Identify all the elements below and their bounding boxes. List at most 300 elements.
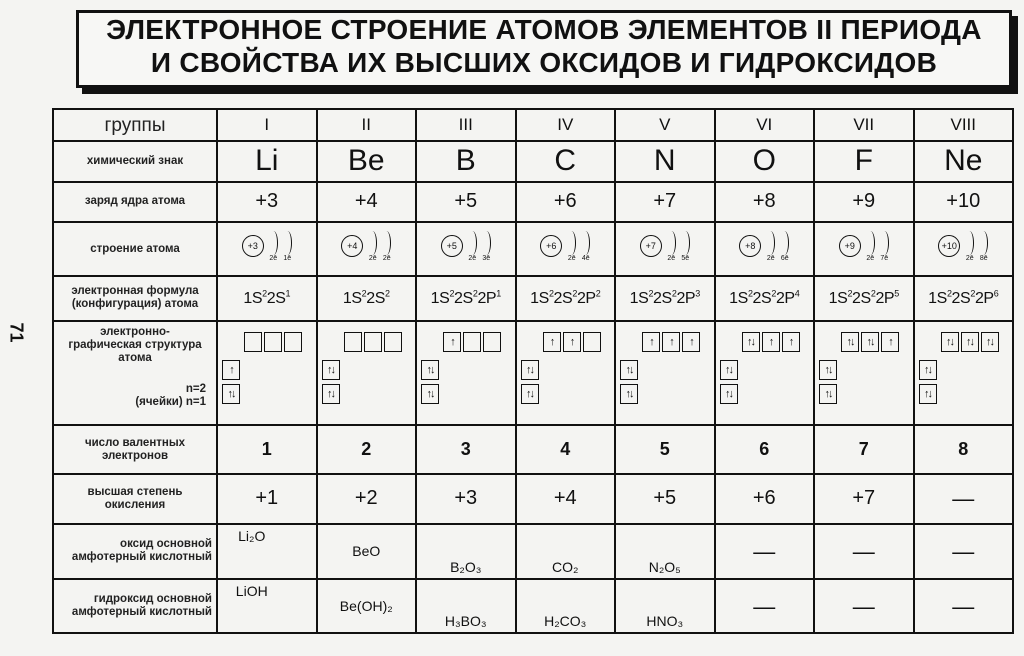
cell-oxide-be bbox=[317, 524, 417, 578]
cell-formula-ne bbox=[914, 276, 1014, 320]
electron-shell bbox=[681, 231, 690, 263]
orbital-box-2p bbox=[463, 332, 481, 352]
group-number: IV bbox=[557, 115, 574, 135]
orbital-box-2p: ↑ bbox=[642, 332, 660, 352]
nucleus-circle: +8 bbox=[739, 235, 761, 257]
nuclear-charge: +3 bbox=[255, 190, 279, 213]
cell-structure-o bbox=[715, 222, 815, 276]
cell-graphic-f bbox=[814, 321, 914, 426]
electron-shell bbox=[965, 231, 974, 263]
nucleus-circle: +10 bbox=[938, 235, 960, 257]
cell-graphic-n bbox=[615, 321, 715, 426]
config-orbital: 2S bbox=[752, 290, 772, 308]
max-oxidation-state: +2 bbox=[354, 487, 378, 510]
orbital-box-1s: ↑↓ bbox=[222, 384, 240, 404]
config-electron-count: 2 bbox=[648, 288, 654, 299]
nuclear-charge: +8 bbox=[752, 190, 776, 213]
cell-hydroxide-f bbox=[814, 579, 914, 634]
cell-charge-be bbox=[317, 182, 417, 222]
row-label-text: гидроксид основной амфотерный кислотный bbox=[71, 592, 212, 618]
electron-shell bbox=[283, 231, 292, 263]
cell-formula-n bbox=[615, 276, 715, 320]
cell-oxidation-be bbox=[317, 474, 417, 524]
cell-valence-li bbox=[217, 425, 317, 473]
cell-oxidation-b bbox=[416, 474, 516, 524]
cell-oxide-li bbox=[217, 524, 317, 578]
orbital-box-2s: ↑↓ bbox=[620, 360, 638, 380]
table-row bbox=[53, 579, 1013, 634]
cell-symbol-n bbox=[615, 141, 715, 181]
config-electron-count: 6 bbox=[993, 288, 999, 299]
shell-arc bbox=[866, 231, 875, 255]
shell-arc bbox=[283, 231, 292, 255]
row-label-hydroxide bbox=[53, 579, 217, 634]
cell-oxide-ne bbox=[914, 524, 1014, 578]
cell-graphic-c bbox=[516, 321, 616, 426]
cell-charge-ne bbox=[914, 182, 1014, 222]
nucleus-circle: +5 bbox=[441, 235, 463, 257]
orbital-box-2p: ↑ bbox=[881, 332, 899, 352]
cell-structure-b bbox=[416, 222, 516, 276]
cell-formula-o bbox=[715, 276, 815, 320]
electron-configuration bbox=[243, 290, 290, 307]
orbital-box-2s: ↑↓ bbox=[521, 360, 539, 380]
cell-hydroxide-ne bbox=[914, 579, 1014, 634]
orbital-box-2p bbox=[264, 332, 282, 352]
electron-shell bbox=[567, 231, 576, 263]
config-orbital: 1S bbox=[629, 290, 649, 308]
max-oxidation-state: +6 bbox=[752, 487, 776, 510]
orbital-box-2p: ↑↓ bbox=[861, 332, 879, 352]
shell-electron-count: 7ē bbox=[880, 255, 889, 263]
config-electron-count: 3 bbox=[695, 288, 700, 299]
config-electron-count: 1 bbox=[496, 288, 501, 299]
shell-electron-count: 1ē bbox=[283, 255, 292, 263]
config-orbital: 2S bbox=[454, 290, 473, 308]
shell-electron-count: 2ē bbox=[567, 255, 576, 263]
cell-charge-n bbox=[615, 182, 715, 222]
orbital-box-1s: ↑↓ bbox=[521, 384, 539, 404]
cell-hydroxide-li bbox=[217, 579, 317, 634]
valence-electrons: 6 bbox=[759, 439, 770, 460]
electron-configuration bbox=[729, 290, 799, 307]
nuclear-charge: +5 bbox=[454, 190, 478, 213]
config-orbital: 1S bbox=[243, 290, 263, 308]
oxide-formula: BeO bbox=[352, 543, 381, 560]
electron-configuration bbox=[530, 290, 600, 307]
atom-structure-icon bbox=[739, 231, 789, 267]
cell-oxidation-c bbox=[516, 474, 616, 524]
shell-electron-count: 4ē bbox=[581, 255, 590, 263]
cell-charge-c bbox=[516, 182, 616, 222]
orbital-diagram bbox=[521, 330, 613, 412]
cell-valence-n bbox=[615, 425, 715, 473]
electron-shell bbox=[780, 231, 789, 263]
cell-groups-li bbox=[217, 109, 317, 141]
oxide-formula: — bbox=[952, 539, 975, 565]
cell-groups-f bbox=[814, 109, 914, 141]
orbital-box-2s: ↑↓ bbox=[720, 360, 738, 380]
orbital-box-2p: ↑↓ bbox=[961, 332, 979, 352]
hydroxide-formula: HNO₃ bbox=[646, 613, 684, 629]
hydroxide-formula: — bbox=[753, 593, 776, 619]
electron-shell bbox=[979, 231, 988, 263]
config-electron-count: 2 bbox=[449, 288, 455, 299]
cell-oxide-b bbox=[416, 524, 516, 578]
element-symbol: F bbox=[854, 144, 873, 178]
config-electron-count: 5 bbox=[894, 288, 899, 299]
config-orbital: 2S bbox=[951, 290, 971, 308]
orbital-box-2s: ↑ bbox=[222, 360, 240, 380]
cell-symbol-c bbox=[516, 141, 616, 181]
cell-oxidation-li bbox=[217, 474, 317, 524]
group-number: VI bbox=[756, 115, 773, 135]
cell-groups-n bbox=[615, 109, 715, 141]
orbital-box-2p: ↑↓ bbox=[841, 332, 859, 352]
orbital-box-2p: ↑ bbox=[662, 332, 680, 352]
cell-graphic-b bbox=[416, 321, 516, 426]
config-electron-count: 2 bbox=[361, 288, 367, 299]
config-electron-count: 2 bbox=[595, 288, 601, 299]
orbital-box-2p: ↑↓ bbox=[941, 332, 959, 352]
config-electron-count: 2 bbox=[671, 288, 677, 299]
hydroxide-formula: — bbox=[852, 593, 875, 619]
group-number: VIII bbox=[950, 115, 976, 135]
shell-arc bbox=[368, 231, 377, 255]
nucleus-circle: +4 bbox=[341, 235, 363, 257]
orbital-box-2s: ↑↓ bbox=[919, 360, 937, 380]
cell-valence-be bbox=[317, 425, 417, 473]
row-label-n2: n=2 bbox=[185, 382, 206, 395]
valence-electrons: 3 bbox=[460, 439, 471, 460]
element-symbol: O bbox=[752, 144, 776, 178]
hydroxide-formula: LiOH bbox=[235, 582, 268, 599]
hydroxide-formula: H₃BO₃ bbox=[444, 613, 487, 629]
electron-shell bbox=[269, 231, 278, 263]
shell-electron-count: 2ē bbox=[667, 255, 676, 263]
orbital-box-2s: ↑↓ bbox=[421, 360, 439, 380]
row-label-valence: число валентных электронов bbox=[53, 425, 217, 473]
config-electron-count: 2 bbox=[385, 288, 390, 299]
row-label-formula: электронная формула (конфигурация) атома bbox=[53, 276, 217, 320]
shell-arc bbox=[965, 231, 974, 255]
shell-arc bbox=[269, 231, 278, 255]
group-number: II bbox=[361, 115, 371, 135]
orbital-diagram bbox=[421, 330, 513, 412]
row-label-oxidation: высшая степень окисления bbox=[53, 474, 217, 524]
cell-formula-b bbox=[416, 276, 516, 320]
nuclear-charge: +7 bbox=[653, 190, 677, 213]
cell-valence-b bbox=[416, 425, 516, 473]
table-row bbox=[53, 425, 1013, 473]
orbital-box-2p: ↑ bbox=[762, 332, 780, 352]
shell-arc bbox=[468, 231, 477, 255]
config-electron-count: 2 bbox=[262, 288, 267, 299]
cell-valence-o bbox=[715, 425, 815, 473]
cell-oxide-n bbox=[615, 524, 715, 578]
orbital-box-2p bbox=[284, 332, 302, 352]
atom-structure-icon bbox=[341, 231, 391, 267]
cell-groups-o bbox=[715, 109, 815, 141]
group-number: V bbox=[659, 115, 671, 135]
cell-oxidation-ne bbox=[914, 474, 1014, 524]
group-number: VII bbox=[853, 115, 875, 135]
cell-oxide-f bbox=[814, 524, 914, 578]
cell-oxidation-o bbox=[715, 474, 815, 524]
max-oxidation-state: — bbox=[952, 485, 975, 511]
orbital-box-2p bbox=[384, 332, 402, 352]
electron-shell bbox=[368, 231, 377, 263]
nucleus-circle: +7 bbox=[640, 235, 662, 257]
row-label-groups: группы bbox=[53, 109, 217, 141]
electron-configuration bbox=[630, 290, 700, 307]
cell-hydroxide-c bbox=[516, 579, 616, 634]
valence-electrons: 8 bbox=[958, 439, 969, 460]
cell-symbol-f bbox=[814, 141, 914, 181]
atom-structure-icon bbox=[242, 231, 292, 267]
config-orbital: 1S bbox=[430, 290, 450, 308]
orbital-box-2p: ↑ bbox=[682, 332, 700, 352]
shell-electron-count: 5ē bbox=[681, 255, 690, 263]
electron-shell bbox=[667, 231, 676, 263]
cell-structure-li bbox=[217, 222, 317, 276]
config-orbital: 2S bbox=[553, 290, 573, 308]
elements-table bbox=[52, 108, 1014, 634]
oxide-formula: CO₂ bbox=[552, 558, 579, 575]
orbital-diagram bbox=[720, 330, 812, 412]
shell-electron-count: 2ē bbox=[965, 255, 974, 263]
cell-structure-be bbox=[317, 222, 417, 276]
atom-structure-icon bbox=[441, 231, 491, 267]
valence-electrons: 2 bbox=[361, 439, 372, 460]
orbital-box-2p bbox=[583, 332, 601, 352]
nuclear-charge: +9 bbox=[852, 190, 876, 213]
shell-electron-count: 2ē bbox=[866, 255, 875, 263]
table-row bbox=[53, 474, 1013, 524]
cell-valence-c bbox=[516, 425, 616, 473]
group-number: I bbox=[264, 115, 270, 135]
shell-arc bbox=[681, 231, 690, 255]
config-electron-count: 2 bbox=[572, 288, 577, 299]
orbital-box-2s: ↑↓ bbox=[322, 360, 340, 380]
group-number: III bbox=[458, 115, 473, 135]
shell-arc bbox=[581, 231, 590, 255]
table-row bbox=[53, 222, 1013, 276]
page-title bbox=[76, 10, 1012, 88]
shell-electron-count: 2ē bbox=[269, 255, 278, 263]
config-orbital: 2P bbox=[775, 290, 795, 308]
orbital-diagram bbox=[919, 330, 1011, 412]
cell-graphic-ne bbox=[914, 321, 1014, 426]
row-label-graphic bbox=[53, 321, 217, 426]
atom-structure-icon bbox=[839, 231, 889, 267]
config-electron-count: 2 bbox=[946, 288, 952, 299]
orbital-box-2p: ↑ bbox=[443, 332, 461, 352]
orbital-diagram bbox=[322, 330, 414, 412]
element-symbol: C bbox=[554, 144, 577, 178]
electron-shell bbox=[866, 231, 875, 263]
row-label-text: электронно-графическая структура атома bbox=[68, 325, 202, 364]
shell-electron-count: 3ē bbox=[482, 255, 491, 263]
shell-arc bbox=[567, 231, 576, 255]
atom-structure-icon bbox=[938, 231, 988, 267]
cell-charge-o bbox=[715, 182, 815, 222]
cell-structure-f bbox=[814, 222, 914, 276]
oxide-formula: B₂O₃ bbox=[450, 558, 482, 575]
config-orbital: 2S bbox=[266, 290, 286, 308]
cell-formula-f bbox=[814, 276, 914, 320]
electron-configuration bbox=[431, 290, 501, 307]
orbital-diagram bbox=[222, 330, 314, 412]
nucleus-circle: +9 bbox=[839, 235, 861, 257]
orbital-box-2p: ↑ bbox=[543, 332, 561, 352]
config-electron-count: 2 bbox=[747, 288, 753, 299]
electron-shell bbox=[482, 231, 491, 263]
cell-groups-ne bbox=[914, 109, 1014, 141]
atom-structure-icon bbox=[540, 231, 590, 267]
shell-arc bbox=[979, 231, 988, 255]
cell-oxide-o bbox=[715, 524, 815, 578]
max-oxidation-state: +1 bbox=[255, 487, 279, 510]
cell-symbol-b bbox=[416, 141, 516, 181]
config-orbital: 1S bbox=[342, 290, 362, 308]
cell-hydroxide-n bbox=[615, 579, 715, 634]
cell-oxidation-f bbox=[814, 474, 914, 524]
orbital-box-2p bbox=[244, 332, 262, 352]
oxide-formula: N₂O₅ bbox=[648, 558, 681, 575]
shell-electron-count: 2ē bbox=[382, 255, 391, 263]
orbital-box-1s: ↑↓ bbox=[620, 384, 638, 404]
cell-hydroxide-be bbox=[317, 579, 417, 634]
shell-arc bbox=[482, 231, 491, 255]
orbital-box-2p bbox=[483, 332, 501, 352]
orbital-box-2p bbox=[344, 332, 362, 352]
oxide-formula: — bbox=[852, 539, 875, 565]
shell-electron-count: 2ē bbox=[766, 255, 775, 263]
table-row bbox=[53, 524, 1013, 578]
shell-electron-count: 8ē bbox=[979, 255, 988, 263]
config-orbital: 2P bbox=[576, 290, 596, 308]
orbital-box-1s: ↑↓ bbox=[720, 384, 738, 404]
cell-structure-n bbox=[615, 222, 715, 276]
cell-groups-b bbox=[416, 109, 516, 141]
config-electron-count: 2 bbox=[847, 288, 853, 299]
shell-arc bbox=[780, 231, 789, 255]
row-label-text: оксид основной амфотерный кислотный bbox=[71, 538, 212, 564]
config-orbital: 1S bbox=[928, 290, 947, 308]
nuclear-charge: +6 bbox=[553, 190, 577, 213]
cell-formula-c bbox=[516, 276, 616, 320]
cell-symbol-ne bbox=[914, 141, 1014, 181]
cell-formula-li bbox=[217, 276, 317, 320]
cell-symbol-li bbox=[217, 141, 317, 181]
cell-hydroxide-b bbox=[416, 579, 516, 634]
electron-configuration bbox=[928, 290, 998, 307]
cell-symbol-o bbox=[715, 141, 815, 181]
orbital-box-2s: ↑↓ bbox=[819, 360, 837, 380]
element-symbol: Be bbox=[347, 144, 385, 178]
config-electron-count: 4 bbox=[794, 288, 800, 299]
shell-arc bbox=[766, 231, 775, 255]
cell-structure-c bbox=[516, 222, 616, 276]
nuclear-charge: +10 bbox=[946, 190, 981, 213]
config-orbital: 2P bbox=[477, 290, 497, 308]
title-line-1: ЭЛЕКТРОННОЕ СТРОЕНИЕ АТОМОВ ЭЛЕМЕНТОВ II ПЕРИОДА bbox=[106, 14, 982, 45]
cell-charge-b bbox=[416, 182, 516, 222]
orbital-diagram bbox=[620, 330, 712, 412]
orbital-box-2p: ↑↓ bbox=[742, 332, 760, 352]
cell-graphic-be bbox=[317, 321, 417, 426]
shell-electron-count: 2ē bbox=[468, 255, 477, 263]
config-orbital: 1S bbox=[530, 290, 549, 308]
electron-shell bbox=[880, 231, 889, 263]
row-label-n1: (ячейки) n=1 bbox=[135, 395, 206, 408]
element-symbol: B bbox=[455, 144, 476, 178]
orbital-box-2p: ↑ bbox=[563, 332, 581, 352]
config-orbital: 1S bbox=[729, 290, 748, 308]
cell-formula-be bbox=[317, 276, 417, 320]
config-orbital: 2P bbox=[974, 290, 994, 308]
electron-shell bbox=[766, 231, 775, 263]
cell-groups-be bbox=[317, 109, 417, 141]
config-electron-count: 2 bbox=[970, 288, 975, 299]
table-row bbox=[53, 182, 1013, 222]
page-number: 71 bbox=[6, 322, 27, 343]
electron-configuration bbox=[829, 290, 899, 307]
orbital-box-1s: ↑↓ bbox=[421, 384, 439, 404]
table-row bbox=[53, 321, 1013, 426]
row-label-symbol: химический знак bbox=[53, 141, 217, 181]
row-label-charge: заряд ядра атома bbox=[53, 182, 217, 222]
config-orbital: 2P bbox=[875, 290, 895, 308]
orbital-box-2p bbox=[364, 332, 382, 352]
oxide-formula: Li₂O bbox=[238, 528, 266, 545]
config-orbital: 2S bbox=[366, 290, 386, 308]
orbital-box-1s: ↑↓ bbox=[322, 384, 340, 404]
config-orbital: 2S bbox=[852, 290, 871, 308]
electron-shell bbox=[581, 231, 590, 263]
electron-configuration bbox=[343, 290, 390, 307]
element-symbol: N bbox=[653, 144, 676, 178]
cell-charge-f bbox=[814, 182, 914, 222]
cell-valence-f bbox=[814, 425, 914, 473]
orbital-box-2p: ↑ bbox=[782, 332, 800, 352]
nucleus-circle: +3 bbox=[242, 235, 264, 257]
row-label-structure: строение атома bbox=[53, 222, 217, 276]
valence-electrons: 4 bbox=[560, 439, 571, 460]
cell-symbol-be bbox=[317, 141, 417, 181]
config-electron-count: 2 bbox=[472, 288, 478, 299]
row-label-oxide bbox=[53, 524, 217, 578]
nuclear-charge: +4 bbox=[354, 190, 378, 213]
config-orbital: 2P bbox=[676, 290, 696, 308]
valence-electrons: 7 bbox=[858, 439, 869, 460]
electron-shell bbox=[468, 231, 477, 263]
config-electron-count: 2 bbox=[870, 288, 876, 299]
max-oxidation-state: +7 bbox=[852, 487, 876, 510]
hydroxide-formula: H₂CO₃ bbox=[544, 613, 587, 629]
valence-electrons: 5 bbox=[659, 439, 670, 460]
cell-oxide-c bbox=[516, 524, 616, 578]
config-electron-count: 2 bbox=[548, 288, 554, 299]
cell-graphic-li bbox=[217, 321, 317, 426]
max-oxidation-state: +4 bbox=[553, 487, 577, 510]
config-electron-count: 1 bbox=[285, 288, 291, 299]
orbital-diagram bbox=[819, 330, 911, 412]
shell-electron-count: 6ē bbox=[780, 255, 789, 263]
cell-charge-li bbox=[217, 182, 317, 222]
cell-groups-c bbox=[516, 109, 616, 141]
